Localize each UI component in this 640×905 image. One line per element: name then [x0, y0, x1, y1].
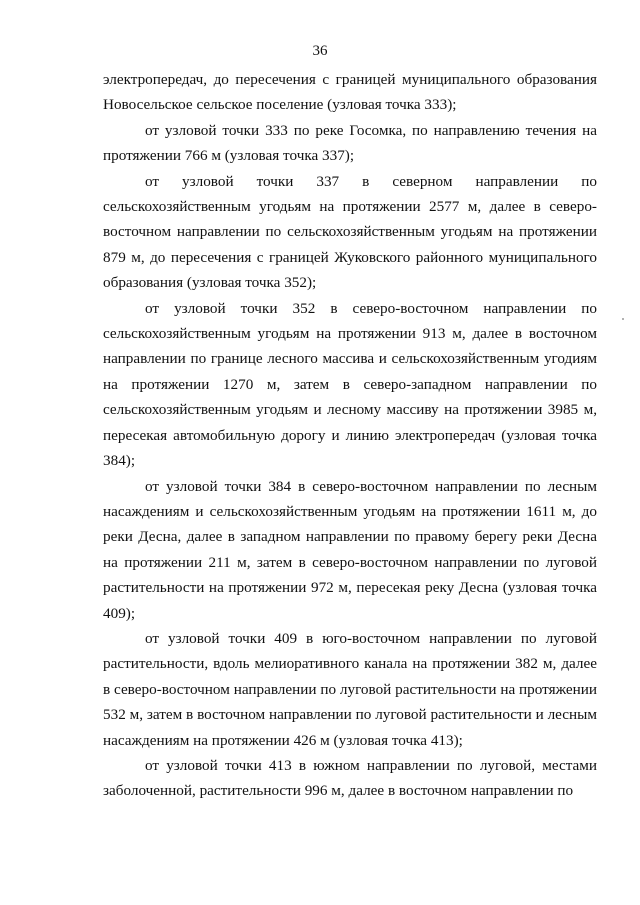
paragraph: от узловой точки 409 в юго-восточном направлении по луговой растительности, вдоль мелиоративного канала на протяжении 382 м, далее в северо-восточном направлении по луговой растительности на протяжении 532 м, затем в восточном направлении по луговой растительности и лесным насаждениям на протяжении 426 м (узловая точка 413);	[103, 629, 597, 749]
page-number: 36	[312, 43, 328, 59]
paragraph: электропередач, до пересечения с границей муниципального образования Новосельское сельское поселение (узловая точка 333);	[103, 71, 597, 114]
paragraph: от узловой точки 413 в южном направлении по луговой, местами заболоченной, растительности 996 м, далее в восточном направлении по	[103, 756, 597, 800]
paragraph: от узловой точки 352 в северо-восточном направлении по сельскохозяйственным угодьям на протяжении 913 м, далее в восточном направлении по границе лесного массива и сельскохозяйственным угодиям на протяжении 1270 м, затем в северо-западном направлении по сельскохозяйственным угодьям и лесному массиву на протяжении 3985 м, пересекая автомобильную дорогу и линию электропередач (узловая точка 384);	[103, 299, 597, 470]
document-body	[103, 67, 597, 804]
paragraph: от узловой точки 333 по реке Госомка, по направлению течения на протяжении 766 м (узловая точка 337);	[103, 121, 597, 165]
scan-speck	[622, 318, 624, 320]
paragraph: от узловой точки 337 в северном направлении по сельскохозяйственным угодьям на протяжении 2577 м, далее в северо-восточном направлении по сельскохозяйственным угодьям на протяжении 879 м, до пересечения с границей Жуковского районного муниципального образования (узловая точка 352);	[103, 172, 597, 292]
paragraph: от узловой точки 384 в северо-восточном направлении по лесным насаждениям и сельскохозяйственным угодьям на протяжении 1611 м, до реки Десна, далее в западном направлении по правому берегу реки Десна на протяжении 211 м, затем в северо-восточном направлении по луговой растительности на протяжении 972 м, пересекая реку Десна (узловая точка 409);	[103, 477, 597, 622]
